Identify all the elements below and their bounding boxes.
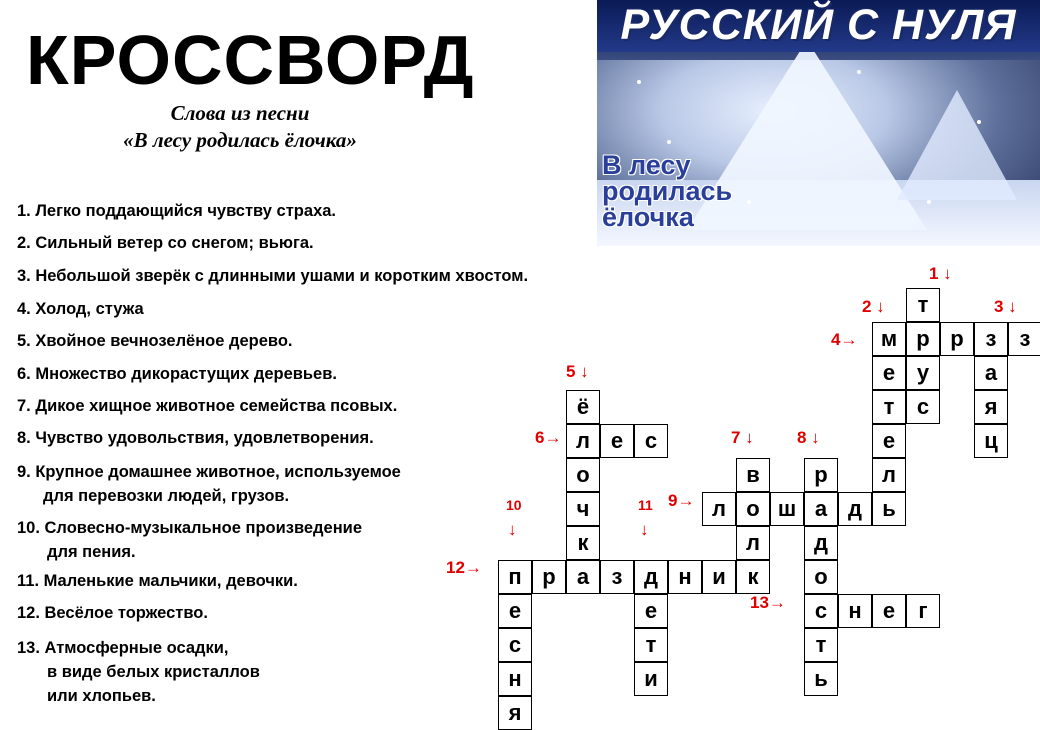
clue: 7. Дикое хищное животное семейства псовых. — [17, 397, 398, 415]
crossword-cell: ч — [566, 492, 600, 526]
crossword-cell: е — [872, 424, 906, 458]
banner-title: РУССКИЙ С НУЛЯ — [597, 0, 1040, 52]
clue-number: 13→ — [750, 593, 786, 612]
clue-number: 4→ — [831, 330, 858, 349]
crossword-cell: а — [974, 356, 1008, 390]
crossword-cell: а — [804, 492, 838, 526]
clue-number: 1 ↓ — [929, 264, 952, 283]
crossword-cell: з — [974, 322, 1008, 356]
banner-subtitle-line: ёлочка — [602, 202, 694, 232]
clue-number: 5 ↓ — [566, 362, 589, 381]
banner-subtitle — [602, 152, 732, 230]
crossword-cell: р — [532, 560, 566, 594]
clue-number: ↓ — [508, 520, 517, 539]
crossword-cell: р — [906, 322, 940, 356]
subtitle — [40, 100, 440, 154]
crossword-cell: к — [736, 560, 770, 594]
crossword-cell: е — [600, 424, 634, 458]
crossword-cell: ь — [804, 662, 838, 696]
crossword-cell: л — [736, 526, 770, 560]
crossword-cell: д — [838, 492, 872, 526]
subtitle-line: «В лесу родилась ёлочка» — [123, 128, 357, 152]
crossword-cell: д — [634, 560, 668, 594]
crossword-cell: д — [804, 526, 838, 560]
crossword-cell: е — [872, 356, 906, 390]
crossword-cell: н — [498, 662, 532, 696]
crossword-cell: з — [1008, 322, 1040, 356]
clue-number: 2 ↓ — [862, 297, 885, 316]
crossword-cell: и — [634, 662, 668, 696]
crossword-cell: м — [872, 322, 906, 356]
crossword-cell: ц — [974, 424, 1008, 458]
clue-number: 3 ↓ — [994, 297, 1017, 316]
clue-number: 12→ — [446, 558, 482, 577]
crossword-cell: з — [600, 560, 634, 594]
crossword-cell: е — [498, 594, 532, 628]
crossword-cell: и — [702, 560, 736, 594]
crossword-cell: н — [668, 560, 702, 594]
fir-tree-icon — [897, 90, 1017, 200]
banner-image — [597, 0, 1040, 246]
crossword-cell: я — [974, 390, 1008, 424]
clue-number: 10 — [506, 497, 522, 513]
crossword-cell: л — [702, 492, 736, 526]
clue-number: 11 — [638, 497, 653, 513]
crossword-cell: т — [872, 390, 906, 424]
crossword-cell: т — [906, 288, 940, 322]
page-title: КРОССВОРД — [26, 21, 475, 99]
crossword-cell: с — [906, 390, 940, 424]
crossword-cell: п — [498, 560, 532, 594]
crossword-cell: ё — [566, 390, 600, 424]
crossword-cell: о — [736, 492, 770, 526]
clue: 8. Чувство удовольствия, удовлетворения. — [17, 429, 374, 447]
crossword-cell: с — [498, 628, 532, 662]
crossword-cell: с — [804, 594, 838, 628]
clue: 12. Весёлое торжество. — [17, 604, 208, 622]
clue: 6. Множество дикорастущих деревьев. — [17, 365, 337, 383]
clue: 10. Словесно-музыкальное произведение для пения. — [17, 519, 362, 561]
clue: 3. Небольшой зверёк с длинными ушами и коротким хвостом. — [17, 267, 529, 285]
crossword-cell: т — [634, 628, 668, 662]
crossword-cell: а — [566, 560, 600, 594]
crossword-cell: н — [838, 594, 872, 628]
clue-number: 6→ — [535, 428, 562, 447]
clue: 1. Легко поддающийся чувству страха. — [17, 202, 337, 220]
subtitle-line: Слова из песни — [170, 101, 310, 125]
crossword-cell: к — [566, 526, 600, 560]
clue-number: ↓ — [640, 520, 649, 539]
clue: 13. Атмосферные осадки, в виде белых кристаллов или хлопьев. — [17, 639, 260, 705]
banner-subtitle-line: В лесу — [602, 150, 691, 180]
crossword-cell: р — [940, 322, 974, 356]
crossword-cell: ь — [872, 492, 906, 526]
banner-subtitle-line: родилась — [602, 176, 733, 206]
crossword-cell: о — [566, 458, 600, 492]
crossword-cell: е — [872, 594, 906, 628]
crossword-cell: у — [906, 356, 940, 390]
clue-number: 8 ↓ — [797, 428, 820, 447]
clue: 11. Маленькие мальчики, девочки. — [17, 572, 298, 590]
clue: 9. Крупное домашнее животное, используемое для перевозки людей, грузов. — [17, 463, 401, 505]
crossword-cell: я — [498, 696, 532, 730]
crossword-cell: т — [804, 628, 838, 662]
crossword-cell: о — [804, 560, 838, 594]
crossword-cell: в — [736, 458, 770, 492]
crossword-cell: ш — [770, 492, 804, 526]
crossword-cell: л — [566, 424, 600, 458]
clue: 2. Сильный ветер со снегом; вьюга. — [17, 234, 314, 252]
clue: 4. Холод, стужа — [17, 300, 144, 318]
clue-number: 9→ — [668, 491, 695, 510]
crossword-cell: г — [906, 594, 940, 628]
crossword-cell: л — [872, 458, 906, 492]
clue-number: 7 ↓ — [731, 428, 754, 447]
crossword-cell: е — [634, 594, 668, 628]
crossword-cell: р — [804, 458, 838, 492]
clue: 5. Хвойное вечнозелёное дерево. — [17, 332, 293, 350]
crossword-cell: с — [634, 424, 668, 458]
